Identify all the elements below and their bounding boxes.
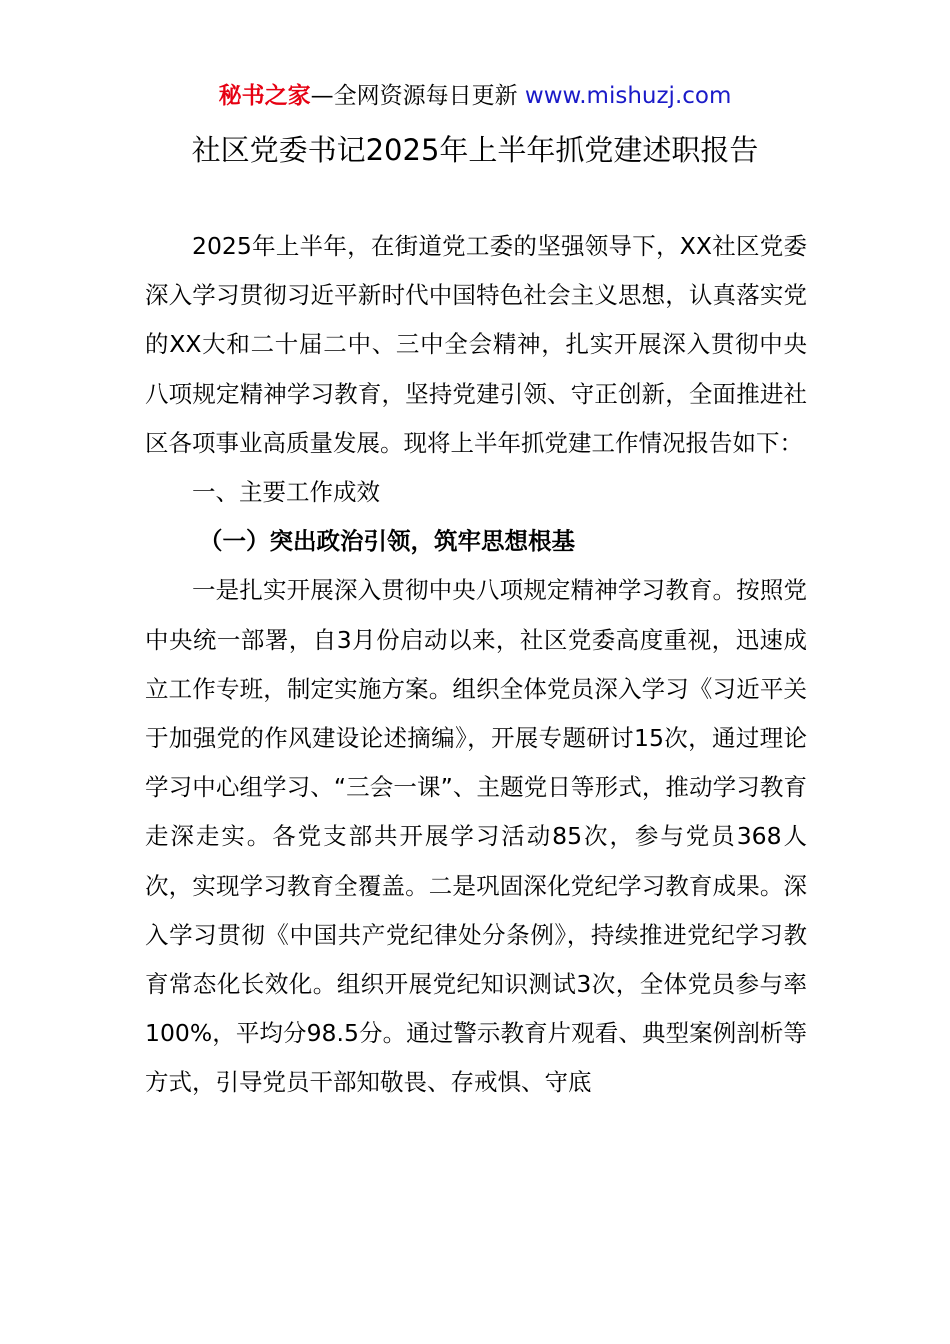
body-paragraph: 一是扎实开展深入贯彻中央八项规定精神学习教育。按照党中央统一部署，自3月份启动以来，社区党委高度重视，迅速成立工作专班，制定实施方案。组织全体党员深入学习《习近平关于加强党的作风建设论述摘编》，开展专题研讨15次，通过理论学习中心组学习、“三会一课”、主题党日等形式，推动学习教育走深走实。各党支部共开展学习活动85次，参与党员368人次，实现学习教育全覆盖。二是巩固深化党纪学习教育成果。深入学习贯彻《中国共产党纪律处分条例》，持续推进党纪学习教育常态化长效化。组织开展党纪知识测试3次，全体党员参与率100%，平均分98.5分。通过警示教育片观看、典型案例剖析等方式，引导党员干部知敬畏、存戒惧、守底 (145, 576, 807, 1097)
site-url-link[interactable]: www.mishuzj.com (524, 83, 732, 109)
document-body (145, 222, 807, 1108)
subsection-heading: （一）突出政治引领，筑牢思想根基 (199, 527, 576, 556)
document-title: 社区党委书记2025年上半年抓党建述职报告 (191, 133, 759, 167)
brand-name: 秘书之家 (218, 83, 311, 109)
header-slogan: —全网资源每日更新 (310, 83, 518, 109)
intro-paragraph: 2025年上半年，在街道党工委的坚强领导下，XX社区党委深入学习贯彻习近平新时代中国特色社会主义思想，认真落实党的XX大和二十届二中、三中全会精神，扎实开展深入贯彻中央八项规定精神学习教育，坚持党建引领、守正创新，全面推进社区各项事业高质量发展。现将上半年抓党建工作情况报告如下： (145, 232, 807, 457)
site-header (0, 80, 950, 112)
section-heading: 一、主要工作成效 (192, 478, 380, 507)
